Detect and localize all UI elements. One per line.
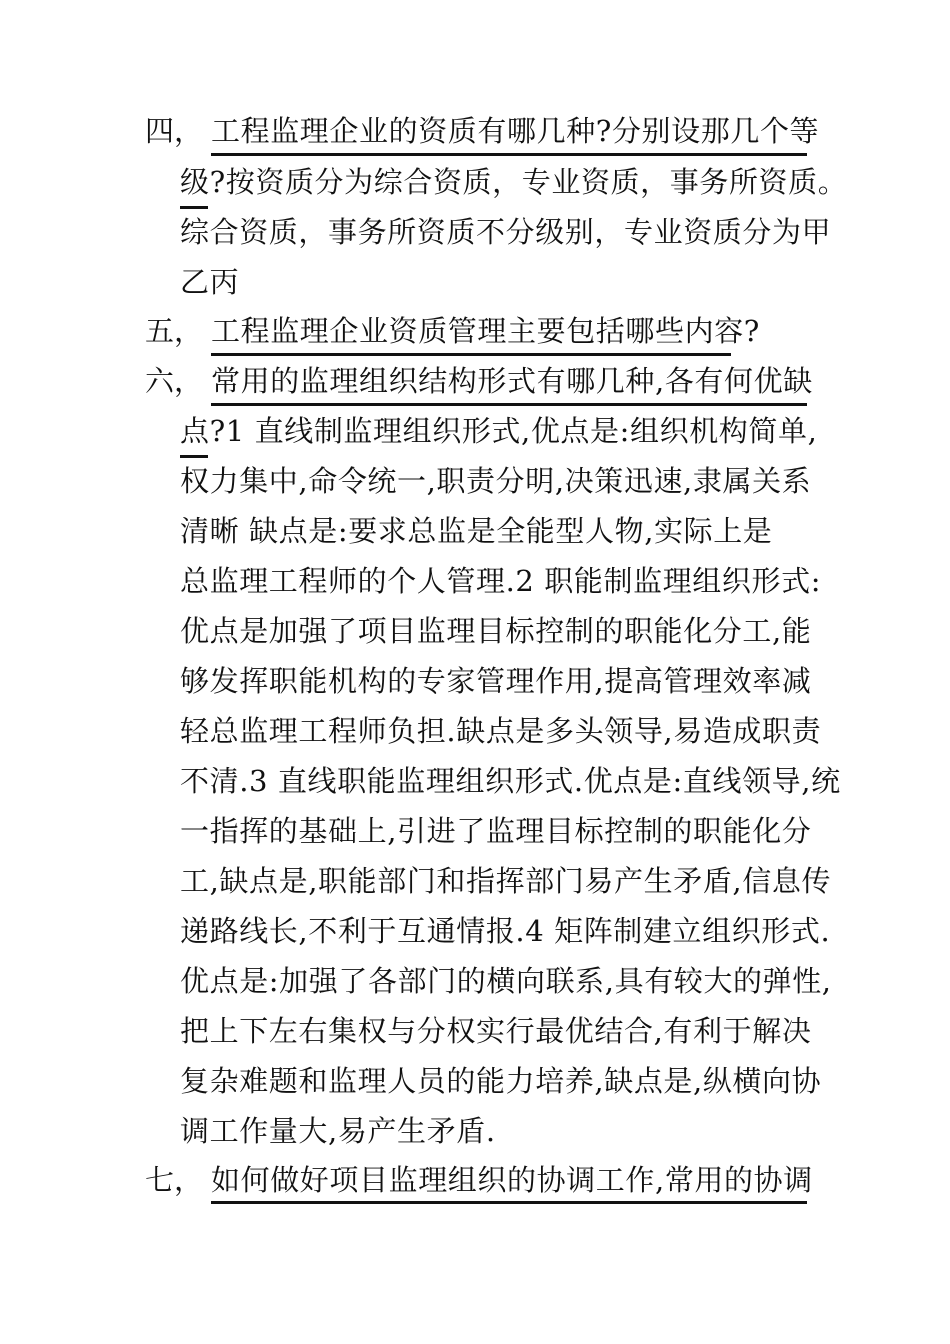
question-6-line-16: 调工作量大,易产生矛盾. bbox=[180, 1114, 496, 1148]
question-4-line-4: 乙丙 bbox=[180, 265, 240, 299]
question-6-line-7: 够发挥职能机构的专家管理作用,提高管理效率减 bbox=[180, 664, 812, 698]
question-4-line-2: 级?按资质分为综合资质，专业资质，事务所资质。 bbox=[180, 165, 848, 199]
question-5-title: 工程监理企业资质管理主要包括哪些内容? bbox=[211, 314, 760, 348]
question-6-line-9: 不清.3 直线职能监理组织形式.优点是:直线领导,统 bbox=[180, 764, 841, 798]
question-7-marker: 七， bbox=[145, 1163, 204, 1197]
question-4-title-underline bbox=[211, 153, 807, 156]
question-4-marker: 四， bbox=[145, 114, 204, 148]
question-6-line-8: 轻总监理工程师负担.缺点是多头领导,易造成职责 bbox=[180, 714, 822, 748]
question-7-title: 如何做好项目监理组织的协调工作,常用的协调 bbox=[211, 1163, 813, 1197]
question-6-line-15: 复杂难题和监理人员的能力培养,缺点是,纵横向协 bbox=[180, 1064, 822, 1098]
question-5-marker: 五， bbox=[145, 314, 204, 348]
question-6-line-6: 优点是加强了项目监理目标控制的职能化分工,能 bbox=[180, 614, 812, 648]
question-6-marker: 六， bbox=[145, 364, 204, 398]
question-6-line-5: 总监理工程师的个人管理.2 职能制监理组织形式: bbox=[180, 564, 822, 598]
question-4-line-3: 综合资质，事务所资质不分级别，专业资质分为甲 bbox=[180, 215, 832, 249]
question-4-title: 工程监理企业的资质有哪几种?分别设那几个等 bbox=[211, 114, 820, 148]
question-6-line-14: 把上下左右集权与分权实行最优结合,有利于解决 bbox=[180, 1014, 812, 1048]
question-6-title: 常用的监理组织结构形式有哪几种,各有何优缺 bbox=[211, 364, 813, 398]
question-6-line-10: 一指挥的基础上,引进了监理目标控制的职能化分 bbox=[180, 814, 812, 848]
question-6-line-13: 优点是:加强了各部门的横向联系,具有较大的弹性, bbox=[180, 964, 832, 998]
question-6-line-11: 工,缺点是,职能部门和指挥部门易产生矛盾,信息传 bbox=[180, 864, 832, 898]
question-6-line-12: 递路线长,不利于互通情报.4 矩阵制建立组织形式. bbox=[180, 914, 831, 948]
question-6-line-3: 权力集中,命令统一,职责分明,决策迅速,隶属关系 bbox=[180, 464, 812, 498]
question-6-line-2: 点?1 直线制监理组织形式,优点是:组织机构简单, bbox=[180, 414, 818, 448]
question-6-line-4: 清晰 缺点是:要求总监是全能型人物,实际上是 bbox=[180, 514, 773, 548]
question-7-title-underline bbox=[211, 1201, 807, 1204]
